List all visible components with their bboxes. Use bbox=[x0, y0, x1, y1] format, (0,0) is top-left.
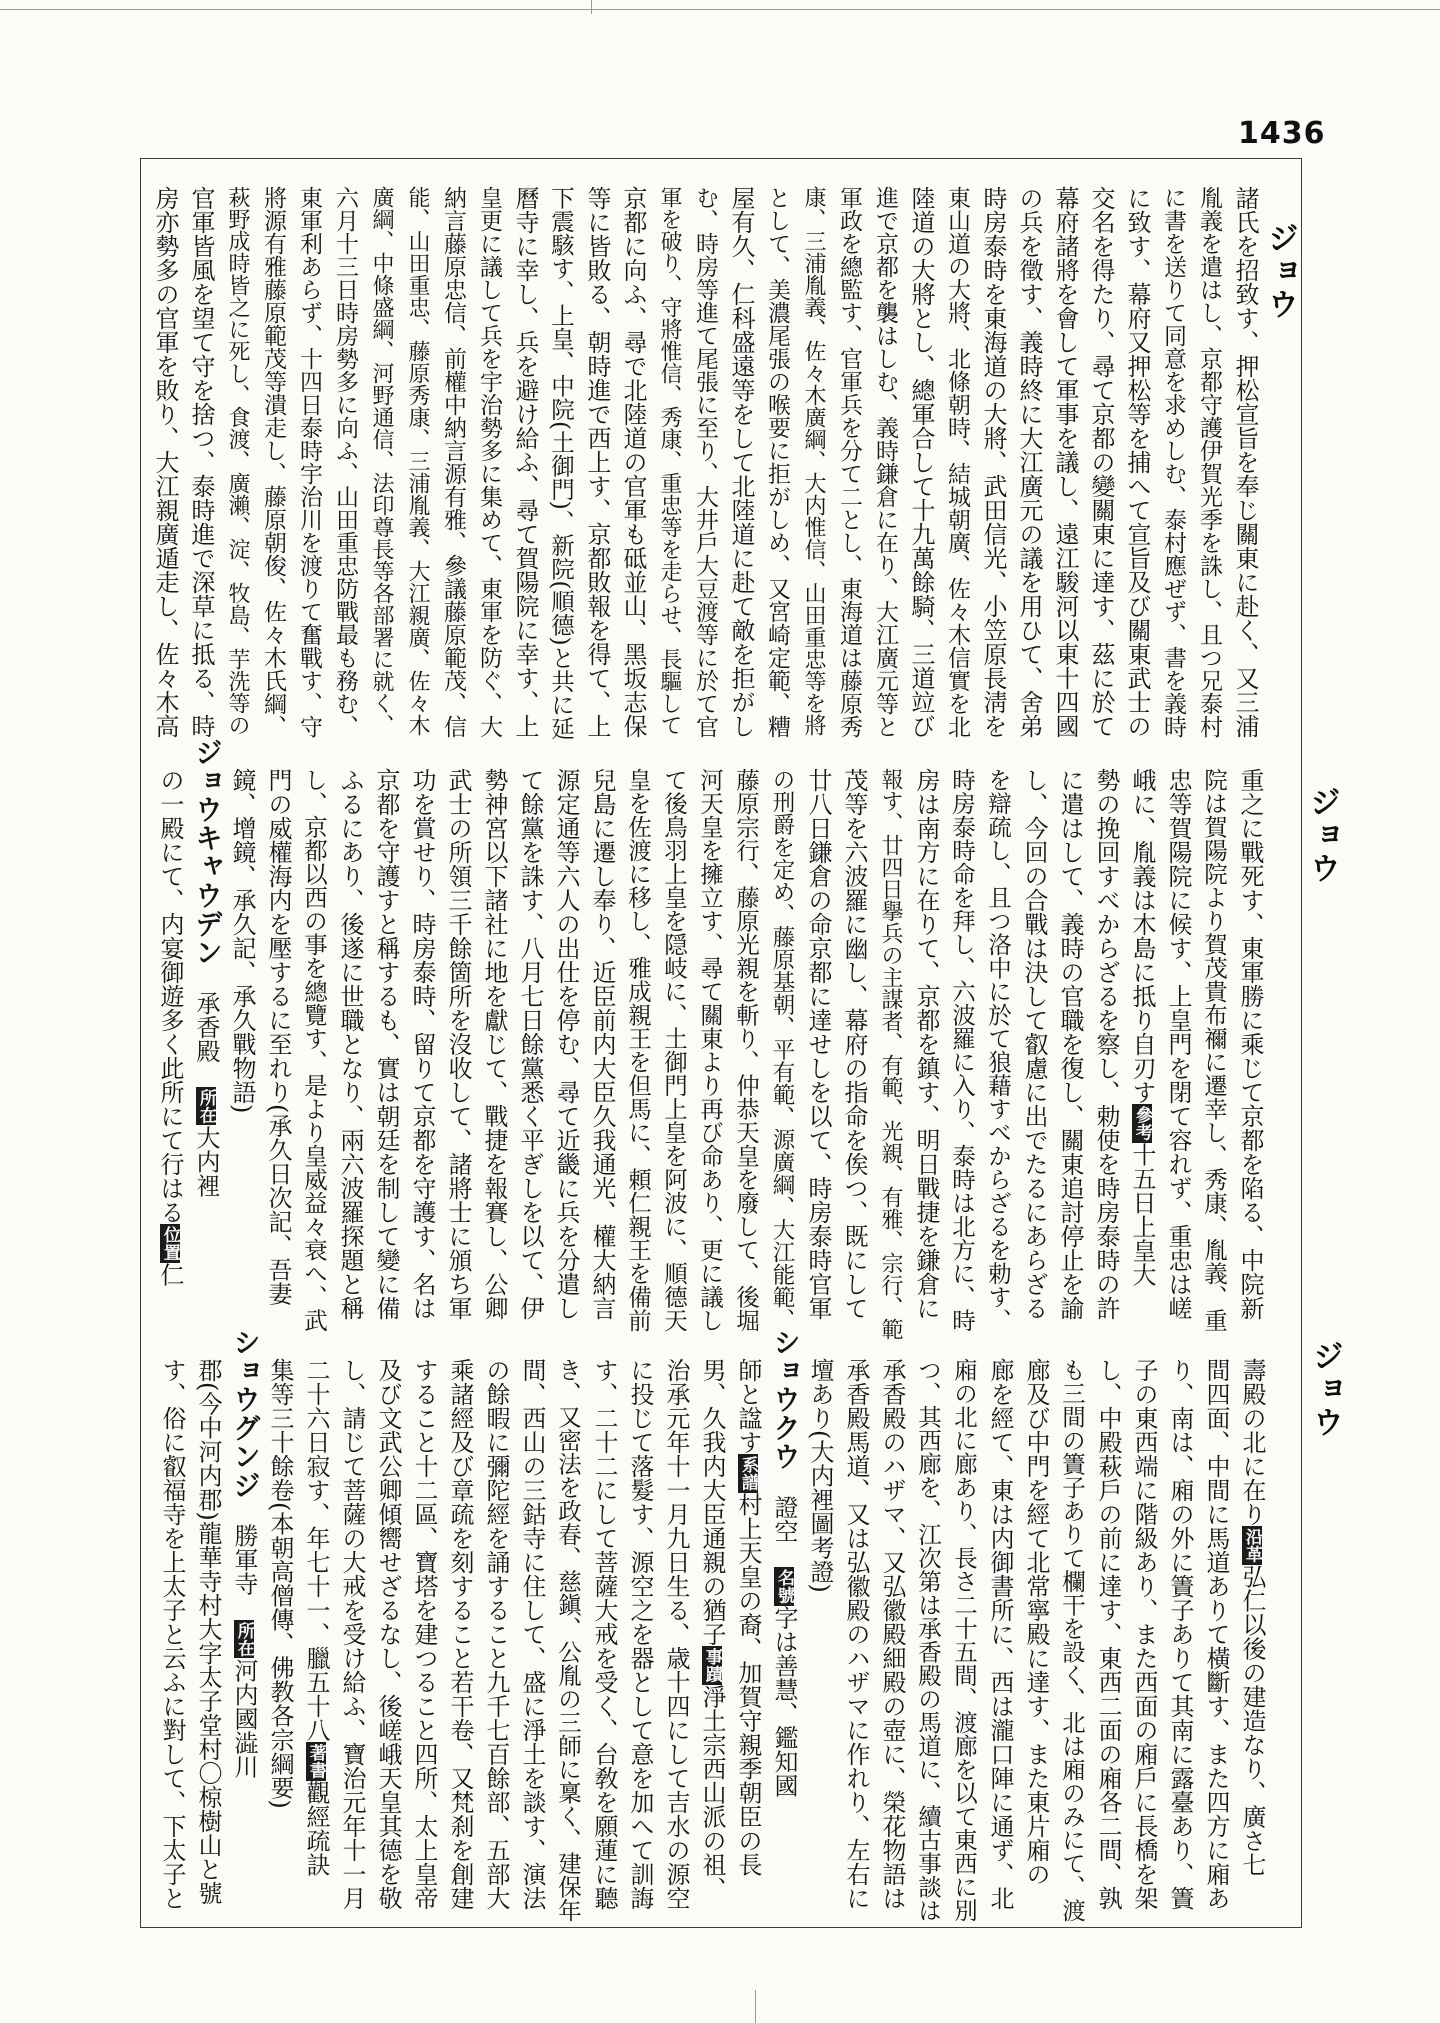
text-column bbox=[982, 1358, 1018, 1923]
text-run: に遣はして、義時の官職を復し、關東追討停止を諭 bbox=[1056, 768, 1084, 1320]
text-run: 胤義を遣はし、京都守護伊賀光季を誅し、且つ兄泰村 bbox=[1196, 186, 1222, 738]
text-column bbox=[1160, 768, 1196, 1340]
text-run: 能、山田重忠、藤原秀康、三浦胤義、大江親廣、佐々木 bbox=[405, 186, 430, 736]
section-label-box: 沿革 bbox=[1242, 1528, 1262, 1563]
text-run: て後鳥羽上皇を隠岐に、土御門上皇を阿波に、順德天 bbox=[660, 768, 688, 1332]
text-column bbox=[692, 768, 728, 1340]
text-column bbox=[512, 768, 548, 1340]
text-run: 萩野成時皆之に死し、食渡、廣瀨、淀、牧島、芋洗等の bbox=[225, 186, 250, 736]
text-column bbox=[1054, 1358, 1090, 1923]
text-run: 壽殿の北に在り bbox=[1238, 1358, 1266, 1526]
section-label-box: 名號 bbox=[774, 1569, 794, 1604]
text-run: 師と諡す bbox=[734, 1358, 762, 1454]
text-run: 進で京都を襲はしむ、義時鎌倉に在り、大江廣元等と bbox=[872, 186, 898, 738]
text-column bbox=[586, 1358, 622, 1923]
text-column bbox=[363, 186, 399, 742]
text-column bbox=[658, 1358, 694, 1923]
section-label-box: 位置 bbox=[160, 1226, 180, 1261]
text-column bbox=[620, 768, 656, 1340]
text-column bbox=[399, 186, 435, 742]
text-run: 京都に向ふ、尋で北陸道の官軍も砥並山、黑坂志保 bbox=[619, 186, 647, 738]
text-run: 承香殿のハザマ、又弘徽殿細殿の壺に、榮花物語は bbox=[878, 1358, 906, 1910]
running-head-middle: ジョウ bbox=[1304, 786, 1340, 885]
text-column bbox=[1155, 186, 1191, 742]
text-column bbox=[1227, 186, 1263, 742]
text-run: 皇更に議して兵を宇治勢多に集めて、東軍を防ぐ、大 bbox=[476, 186, 502, 738]
text-column bbox=[260, 768, 296, 1340]
text-run: に投じて落髮す、源空之を器として意を加へて訓誨 bbox=[626, 1358, 654, 1910]
text-column bbox=[478, 1358, 514, 1923]
text-column bbox=[980, 768, 1016, 1340]
text-column bbox=[183, 186, 219, 742]
text-run: 承香殿 bbox=[192, 966, 220, 1087]
text-run: 門の威權海内を壓するに至れり(承久日次記、吾妻 bbox=[264, 768, 292, 1306]
text-run: 源定通等六人の出仕を停む、尋て近畿に兵を分遣し bbox=[552, 768, 580, 1320]
text-run: 軍を破り、守將惟信、秀康、重忠等を走らせ、長驅して bbox=[657, 186, 682, 736]
text-run: 河天皇を擁立す、尋て關東より再び命あり、更に議し bbox=[696, 768, 724, 1332]
scan-edge-line bbox=[0, 9, 1440, 10]
section-label-box: 事蹟 bbox=[702, 1648, 722, 1683]
text-tier-middle bbox=[152, 738, 1268, 1340]
text-column bbox=[656, 768, 692, 1340]
text-column bbox=[291, 186, 327, 742]
text-run: 十五日上皇大 bbox=[1128, 1142, 1156, 1287]
text-run: 忠等賀陽院に候す、上皇門を閉て容れず、重忠は嵯 bbox=[1164, 768, 1192, 1320]
text-column bbox=[1090, 1358, 1126, 1923]
text-column bbox=[476, 768, 512, 1340]
text-column bbox=[550, 1358, 586, 1923]
text-column bbox=[370, 1358, 406, 1923]
running-head-bottom: ジョウ bbox=[1307, 1340, 1343, 1439]
text-run: 廿八日鎌倉の命京都に達せしを以て、時房泰時官軍 bbox=[804, 768, 832, 1320]
text-run: の餘暇に彌陀經を誦すること九千七百餘部、五部大 bbox=[482, 1358, 510, 1910]
text-column bbox=[514, 1358, 550, 1923]
text-run: 治承元年十一月九日生る、歳十四にして吉水の源空 bbox=[662, 1358, 690, 1910]
text-run: 大内裡 bbox=[192, 1125, 220, 1198]
entry-heading: ジョウキャウデン bbox=[190, 738, 223, 967]
text-run: 廊及び中門を經て北常寧殿に達す、また東片廂の bbox=[1022, 1358, 1050, 1886]
text-column bbox=[874, 1358, 910, 1923]
text-run: 鏡、增鏡、承久記、承久戰物語) bbox=[228, 768, 256, 1114]
text-column bbox=[584, 768, 620, 1340]
text-run: き、又密法を政春、慈鎭、公胤の三師に稟く、建保年 bbox=[554, 1358, 582, 1922]
text-run: 男、久我内大臣通親の猶子 bbox=[698, 1358, 726, 1646]
text-run: 官軍皆風を望て守を捨つ、泰時進で深草に抵る、時 bbox=[187, 186, 215, 738]
text-column bbox=[440, 768, 476, 1340]
text-column bbox=[548, 768, 584, 1340]
text-column bbox=[435, 186, 471, 742]
text-column bbox=[147, 186, 183, 742]
text-run: 曆寺に幸し、兵を避け給ふ、尋て賀陽院に幸す、上 bbox=[511, 186, 539, 738]
text-run: し、請じて菩薩の大戒を受け給ふ、寶治元年十一月 bbox=[338, 1358, 366, 1910]
text-column bbox=[1234, 1358, 1270, 1923]
text-run: 二十六日寂す、年七十一、臘五十八 bbox=[302, 1358, 330, 1742]
text-column bbox=[262, 1358, 298, 1923]
text-run: 交名を得たり、尋て京都の變關東に達す、茲に於て bbox=[1087, 186, 1115, 738]
text-run: の一殿にて、内宴御遊多く此所にて行はる bbox=[156, 768, 184, 1224]
section-label-box: 所在 bbox=[196, 1088, 216, 1124]
text-run: として、美濃尾張の喉要に拒がしめ、又宮崎定範、糟 bbox=[764, 186, 790, 738]
text-run: 時房泰時命を拜し、六波羅に入り、泰時は北方に、時 bbox=[948, 768, 976, 1332]
text-column bbox=[764, 768, 800, 1340]
text-run: すること十二區、寶塔を建つること四所、太上皇帝 bbox=[410, 1358, 438, 1910]
text-column bbox=[903, 186, 939, 742]
text-column bbox=[910, 1358, 946, 1923]
text-tier-top bbox=[147, 186, 1263, 742]
text-run: し、今回の合戰は決して叡慮に出でたるにあらざる bbox=[1020, 768, 1048, 1320]
text-column bbox=[1018, 1358, 1054, 1923]
text-run: 報す、廿四日擧兵の主謀者、有範、光親、有雅、宗行、範 bbox=[878, 768, 903, 1340]
text-run: 皇を佐渡に移し、雅成親王を但馬に、頼仁親王を備前 bbox=[624, 768, 652, 1332]
text-tier-bottom bbox=[154, 1328, 1270, 1923]
text-column bbox=[579, 186, 615, 742]
text-column bbox=[800, 768, 836, 1340]
text-column bbox=[795, 186, 831, 742]
text-run: 房は南方に在りて、京都を鎮す、明日戰捷を鎌倉に bbox=[912, 768, 940, 1320]
text-run: 茂等を六波羅に幽し、幕府の指命を俟つ、既にして bbox=[840, 768, 868, 1320]
text-run: 幕府諸將を會して軍事を議し、遠江駿河以東十四國 bbox=[1051, 186, 1079, 738]
text-run: て餘黨を誅す、八月七日餘黨悉く平ぎしを以て、伊 bbox=[516, 768, 544, 1320]
text-run: 郡(今中河内郡)龍華寺村大字太子堂村〇椋樹山と號 bbox=[194, 1358, 222, 1905]
text-column bbox=[723, 186, 759, 742]
text-column bbox=[838, 1358, 874, 1923]
text-run: 陸道の大將とし、總軍合して十九萬餘騎、三道竝び bbox=[907, 186, 935, 738]
entry-heading: ショウクウ bbox=[768, 1328, 801, 1471]
text-column bbox=[327, 186, 363, 742]
text-column bbox=[219, 186, 255, 742]
text-column bbox=[332, 768, 368, 1340]
text-run: す、二十二にして菩薩大戒を受く、台敎を願蓮に聽 bbox=[590, 1358, 618, 1910]
text-run: 功を賞せり、時房泰時、留りて京都を守護す、名は bbox=[408, 768, 436, 1320]
page-number: 1436 bbox=[1238, 116, 1326, 151]
text-column bbox=[154, 1358, 190, 1923]
text-run: 勢神宮以下諸社に地を獻じて、戰捷を報賽し、公卿 bbox=[480, 768, 508, 1320]
text-column bbox=[802, 1358, 838, 1923]
text-column bbox=[975, 186, 1011, 742]
text-column bbox=[728, 768, 764, 1340]
text-run: に書を送りて同意を求めしむ、泰村應ぜず、書を義時 bbox=[1160, 186, 1186, 738]
text-column bbox=[766, 1328, 802, 1893]
text-column bbox=[1088, 768, 1124, 1340]
text-column bbox=[507, 186, 543, 742]
text-column bbox=[404, 768, 440, 1340]
text-column bbox=[334, 1358, 370, 1923]
text-run: す、俗に叡福寺を上太子と云ふに對して、下太子と bbox=[158, 1358, 186, 1910]
text-run: 壇あり(大内裡圖考證) bbox=[806, 1358, 834, 1593]
text-run: り、南は、廂の外に簀子ありて其南に露臺あり、簀 bbox=[1166, 1358, 1194, 1910]
text-column bbox=[188, 738, 224, 1310]
text-column bbox=[622, 1358, 658, 1923]
text-run: し、京都以西の事を總覽す、是より皇威益々衰へ、武 bbox=[300, 768, 328, 1332]
text-column bbox=[1232, 768, 1268, 1340]
text-column bbox=[1016, 768, 1052, 1340]
scan-tick-mark bbox=[591, 0, 592, 14]
text-column bbox=[1198, 1358, 1234, 1923]
text-run: を辯疏し、且つ洛中に於て狼藉すべからざるを勅す、 bbox=[984, 768, 1012, 1332]
text-run: し、中殿萩戶の前に達す、東西二面の廂各二間、孰 bbox=[1094, 1358, 1122, 1910]
text-column bbox=[152, 768, 188, 1340]
text-column bbox=[872, 768, 908, 1340]
scan-gutter-mark bbox=[755, 1990, 756, 2023]
text-run: 藤原宗行、藤原光親を斬り、仲恭天皇を廢して、後堀 bbox=[732, 768, 760, 1332]
section-label-box: 系譜 bbox=[738, 1456, 758, 1491]
text-run: 淨土宗西山派の祖、 bbox=[698, 1684, 726, 1901]
text-column bbox=[471, 186, 507, 742]
text-column bbox=[908, 768, 944, 1340]
text-run: む、時房等進て尾張に至り、大井戶大豆渡等に於て官 bbox=[692, 186, 718, 738]
text-column bbox=[687, 186, 723, 742]
section-label-box: 著書 bbox=[306, 1744, 326, 1779]
text-run: 集等三十餘卷(本朝高僧傳、佛教各宗綱要) bbox=[266, 1358, 294, 1809]
text-run: 下震駭す、上皇、中院(土御門)、新院(順德)と共に延 bbox=[547, 186, 575, 740]
text-run: 勢の挽回すべからざるを察し、勅使を時房泰時の許 bbox=[1092, 768, 1120, 1320]
text-column bbox=[406, 1358, 442, 1923]
text-run: 承香殿馬道、又は弘徽殿のハザマに作れり、左右に bbox=[842, 1358, 870, 1910]
text-run: 房亦勢多の官軍を敗り、大江親廣遁走し、佐々木高 bbox=[151, 186, 179, 738]
section-label-box: 所在 bbox=[234, 1621, 254, 1657]
text-run: 軍政を總監す、官軍兵を分て二とし、東海道は藤原秀 bbox=[836, 186, 862, 738]
entry-heading: ショウグンジ bbox=[228, 1328, 261, 1500]
text-column bbox=[1124, 768, 1160, 1340]
text-run: 弘仁以後の建造なり、廣さ七 bbox=[1238, 1564, 1266, 1877]
text-column bbox=[1119, 186, 1155, 742]
text-column bbox=[1011, 186, 1047, 742]
text-column bbox=[296, 768, 332, 1340]
text-column bbox=[442, 1358, 478, 1923]
running-head-top: ジョウ bbox=[1262, 222, 1298, 321]
text-column bbox=[730, 1358, 766, 1923]
text-run: 時房泰時を東海道の大將、武田信光、小笠原長淸を bbox=[979, 186, 1007, 738]
text-column bbox=[939, 186, 975, 742]
text-run: 仁 bbox=[156, 1262, 184, 1287]
text-run: 等に皆敗る、朝時進で西上す、京都敗報を得て、上 bbox=[583, 186, 611, 738]
text-run: 乘諸經及び章疏を刻すること若干卷、又梵刹を創建 bbox=[446, 1358, 474, 1910]
text-run: 京都を守護すと稱するも、實は朝廷を制して變に備 bbox=[372, 768, 400, 1320]
text-column bbox=[759, 186, 795, 742]
text-column bbox=[867, 186, 903, 742]
text-run: 東山道の大將、北條朝時、結城朝廣、佐々木信實を北 bbox=[944, 186, 970, 738]
text-column bbox=[831, 186, 867, 742]
text-run: 勝軍寺 bbox=[230, 1499, 258, 1620]
text-column bbox=[694, 1358, 730, 1923]
text-column bbox=[946, 1358, 982, 1923]
text-run: 東軍利あらず、十四日泰時宇治川を渡りて奮戰す、守 bbox=[296, 186, 322, 738]
text-run: 將源有雅藤原範茂等潰走し、藤原朝俊、佐々木氏綱、 bbox=[260, 186, 286, 738]
text-column bbox=[651, 186, 687, 742]
text-column bbox=[255, 186, 291, 742]
text-run: 間四面、中間に馬道ありて橫斷す、また四方に廂あ bbox=[1202, 1358, 1230, 1910]
text-run: つ、其西廊を、江次第は承香殿の馬道に、續古事談は bbox=[914, 1358, 942, 1922]
text-run: 河内國澁川 bbox=[230, 1658, 258, 1779]
text-run: 子の東西端に階級あり、また西面の廂戶に長橋を架 bbox=[1130, 1358, 1158, 1910]
text-column bbox=[836, 768, 872, 1340]
text-run: 武士の所領三千餘箇所を沒收して、諸將士に頒ち軍 bbox=[444, 768, 472, 1320]
text-column bbox=[1162, 1358, 1198, 1923]
text-column bbox=[1191, 186, 1227, 742]
text-column bbox=[615, 186, 651, 742]
text-run: 村上天皇の裔、加賀守親季朝臣の長 bbox=[734, 1492, 762, 1877]
text-run: 證空 bbox=[770, 1471, 798, 1567]
section-label-box: 參考 bbox=[1132, 1106, 1152, 1141]
text-column bbox=[190, 1358, 226, 1923]
text-column bbox=[1196, 768, 1232, 1340]
text-run: 廂の北に廊あり、長さ二十五間、渡廊を以て東西に別 bbox=[950, 1358, 978, 1922]
text-column bbox=[944, 768, 980, 1340]
text-run: の兵を徵す、義時終に大江廣元の議を用ひて、舍弟 bbox=[1015, 186, 1043, 738]
text-run: ふるにあり、後遂に世職となり、兩六波羅探題と稱 bbox=[336, 768, 364, 1320]
text-run: に致す、幕府又押松等を捕へて宣旨及び關東武士の bbox=[1123, 186, 1151, 738]
text-run: 重之に戰死す、東軍勝に乘じて京都を陷る、中院新 bbox=[1236, 768, 1264, 1320]
text-column bbox=[224, 768, 260, 1340]
text-run: 屋有久、仁科盛遠等をして北陸道に赴て敵を拒がし bbox=[727, 186, 755, 738]
text-column bbox=[1083, 186, 1119, 742]
text-run: 觀經疏訣 bbox=[302, 1780, 330, 1877]
text-column bbox=[1126, 1358, 1162, 1923]
text-column bbox=[1047, 186, 1083, 742]
text-run: 峨に、胤義は木島に抵り自刃す bbox=[1128, 768, 1156, 1104]
text-run: 六月十三日時房勢多に向ふ、山田重忠防戰最も務む、 bbox=[332, 186, 358, 738]
text-run: 院は賀陽院より賀茂貴布禰に遷幸し、秀康、胤義、重 bbox=[1200, 768, 1228, 1332]
text-run: 廊を經て、東は内御書所に、西は瀧口陣に通ず、北 bbox=[986, 1358, 1014, 1910]
text-run: 兒島に遷し奉り、近臣前内大臣久我通光、權大納言 bbox=[588, 768, 616, 1320]
text-run: 間、西山の三鈷寺に住して、盛に淨土を談す、演法 bbox=[518, 1358, 546, 1910]
text-column bbox=[1052, 768, 1088, 1340]
text-column bbox=[368, 768, 404, 1340]
text-column bbox=[298, 1358, 334, 1923]
text-run: 諸氏を招致す、押松宣旨を奉じ關東に赴く、又三浦 bbox=[1231, 186, 1259, 738]
text-run: も三間の簀子ありて欄干を設く、北は廂のみにて、渡 bbox=[1058, 1358, 1086, 1922]
text-run: 康、三浦胤義、佐々木廣綱、大内惟信、山田重忠等を將 bbox=[801, 186, 826, 736]
text-column bbox=[226, 1328, 262, 1893]
text-run: 字は善慧、鑑知國 bbox=[770, 1605, 798, 1798]
text-run: 廣綱、中條盛綱、河野通信、法印尊長等各部署に就く、 bbox=[369, 186, 394, 736]
text-run: の刑爵を定め、藤原基朝、平有範、源廣綱、大江能範、 bbox=[769, 768, 795, 1331]
text-run: 納言藤原忠信、前權中納言源有雅、參議藤原範茂、信 bbox=[440, 186, 466, 738]
text-column bbox=[543, 186, 579, 742]
text-run: 及び文武公卿傾嚮せざるなし、後嵯峨天皇其德を敬 bbox=[374, 1358, 402, 1910]
